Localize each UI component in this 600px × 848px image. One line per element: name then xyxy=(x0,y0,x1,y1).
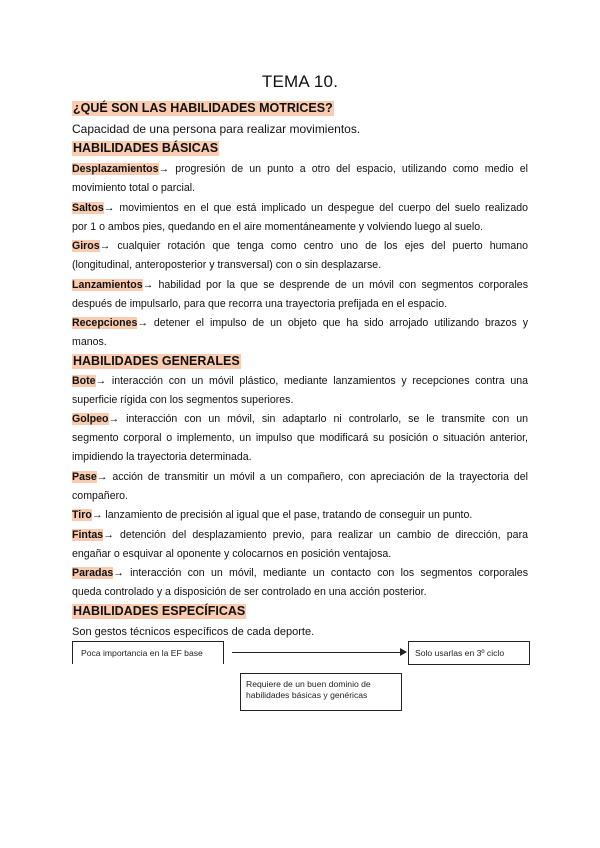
heading-habilidades-basicas: HABILIDADES BÁSICAS xyxy=(73,141,219,155)
heading-habilidades-motrices: ¿QUÉ SON LAS HABILIDADES MOTRICES? xyxy=(73,101,333,115)
diagram-arrow-head xyxy=(400,648,407,656)
item-text: → interacción con un móvil, mediante un contacto con los segmentos corporales xyxy=(113,567,528,579)
diagram-arrow-line xyxy=(232,652,400,653)
item-text: → lanzamiento de precisión al igual que el pase, tratando de conseguir un punto. xyxy=(91,509,473,521)
item-text: → detención del desplazamiento previo, para realizar un cambio de dirección, para xyxy=(103,529,528,541)
basic-item-saltos-cont: por 1 o ambos pies, quedando en el aire momentáneamente y volviendo luego al suelo. xyxy=(72,221,484,233)
basic-item-saltos xyxy=(72,202,528,215)
general-item-fintas-cont: engañar o esquivar al oponente y colocarnos en posición ventajosa. xyxy=(72,548,392,560)
general-item-golpeo-cont: segmento corporal o implemento, un impulso que modificará su posición o situación anterior, xyxy=(72,432,528,444)
basic-item-lanzamientos xyxy=(72,279,528,292)
general-item-paradas xyxy=(72,567,528,580)
term-label: Saltos xyxy=(72,202,104,214)
general-item-pase xyxy=(72,471,528,484)
item-text: → progresión de un punto a otro del espacio, utilizando como medio el xyxy=(158,163,528,175)
basic-item-recepciones xyxy=(72,317,528,330)
basic-item-recepciones-cont: manos. xyxy=(72,336,107,348)
diagram-bottom-label-2: habilidades básicas y genéricas xyxy=(246,690,368,700)
diagram-bottom-label-1: Requiere de un buen dominio de xyxy=(246,679,371,689)
basic-item-desplazamientos xyxy=(72,163,528,176)
item-text: → movimientos en el que está implicado un despegue del cuerpo del suelo realizado xyxy=(103,202,528,214)
diagram-right-label: Solo usarlas en 3º ciclo xyxy=(415,648,505,658)
item-text: → interacción con un móvil plástico, mediante lanzamientos y recepciones contra una xyxy=(95,375,528,387)
term-label: Lanzamientos xyxy=(72,279,143,291)
general-item-golpeo-cont2: impidiendo la trayectoria determinada. xyxy=(72,451,252,463)
item-text: → habilidad por la que se desprende de un móvil con segmentos corporales xyxy=(142,279,528,291)
general-item-fintas xyxy=(72,529,528,542)
definition-text: Capacidad de una persona para realizar movimientos. xyxy=(72,122,361,136)
general-item-golpeo xyxy=(72,413,528,426)
general-item-tiro xyxy=(72,509,528,522)
general-item-paradas-cont: queda controlado y a disposición de ser controlado en una acción posterior. xyxy=(72,586,427,598)
basic-item-giros xyxy=(72,240,528,253)
term-label: Desplazamientos xyxy=(72,163,159,175)
diagram-left-box xyxy=(72,641,224,664)
term-label: Fintas xyxy=(72,529,104,541)
diagram-bottom-box xyxy=(240,673,402,711)
diagram-right-box xyxy=(408,641,530,665)
heading-habilidades-especificas: HABILIDADES ESPECÍFICAS xyxy=(73,604,246,618)
page-title: TEMA 10. xyxy=(261,72,339,91)
term-label: Pase xyxy=(72,471,97,483)
term-label: Recepciones xyxy=(72,317,138,329)
basic-item-giros-cont: (longitudinal, anteroposterior y transversal) con o sin desplazarse. xyxy=(72,259,382,271)
item-text: → interacción con un móvil, sin adaptarlo ni controlarlo, se le transmite con un xyxy=(108,413,528,425)
item-text: → acción de transmitir un móvil a un compañero, con apreciación de la trayectoria del xyxy=(96,471,528,483)
term-label: Bote xyxy=(72,375,96,387)
especificas-text: Son gestos técnicos específicos de cada deporte. xyxy=(72,626,315,638)
term-label: Tiro xyxy=(72,509,92,521)
term-label: Giros xyxy=(72,240,100,252)
heading-habilidades-generales: HABILIDADES GENERALES xyxy=(73,354,240,368)
general-item-pase-cont: compañero. xyxy=(72,490,128,502)
item-text: → detener el impulso de un objeto que ha sido arrojado utilizando brazos y xyxy=(137,317,528,329)
basic-item-lanzamientos-cont: después de impulsarlo, para que recorra una trayectoria prefijada en el espacio. xyxy=(72,298,448,310)
term-label: Golpeo xyxy=(72,413,109,425)
term-label: Paradas xyxy=(72,567,114,579)
general-item-bote xyxy=(72,375,528,388)
general-item-bote-cont: superficie rígida con los segmentos superiores. xyxy=(72,394,294,406)
item-text: → cualquier rotación que tenga como centro uno de los ejes del puerto humano xyxy=(99,240,528,252)
basic-item-desplazamientos-cont: movimiento total o parcial. xyxy=(72,182,196,194)
diagram-left-label: Poca importancia en la EF base xyxy=(81,648,203,658)
